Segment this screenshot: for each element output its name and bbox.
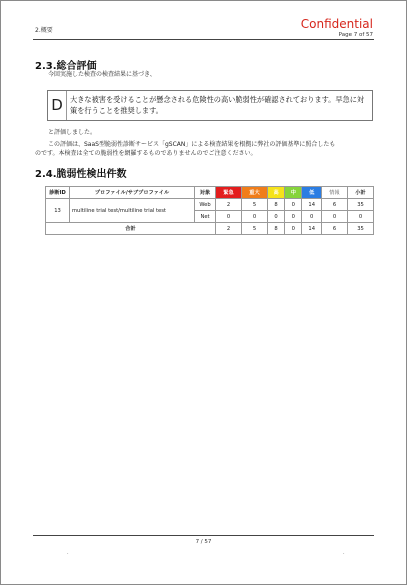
footer-mark-left: . [67,550,69,556]
table-header-row [46,187,374,199]
footer-rule [33,535,374,536]
cell-diagnosis-id: 13 [46,199,70,223]
header-rule [33,39,374,40]
cell-net-medium: 0 [285,211,302,223]
evaluation-after: と評価しました。 [48,129,97,136]
cell-web-subtotal: 35 [347,199,373,211]
cell-total-critical: 2 [216,223,242,235]
evaluation-note-line-1: この評価は、SaaS型脆弱性診断サービス「gSCAN」による検査結果を根拠に弊社の評価基準に照合したも [48,141,336,148]
table-row-web [46,199,374,211]
cell-web-critical: 2 [216,199,242,211]
cell-total-info: 6 [322,223,348,235]
header-severity-low: 低 [302,187,322,199]
cell-web-info: 6 [322,199,348,211]
cell-net-critical: 0 [216,211,242,223]
evaluation-note-line-2: のです。本検査は全ての脆弱性を網羅するものでありませんのでご注意ください。 [35,150,257,157]
header-severity-high: 高 [267,187,284,199]
cell-total-label: 合計 [46,223,216,235]
confidential-label: Confidential [300,17,373,31]
header-subtotal: 小計 [347,187,373,199]
cell-total-high: 8 [267,223,284,235]
cell-net-low: 0 [302,211,322,223]
header-target: 対象 [195,187,216,199]
cell-web-high: 8 [267,199,284,211]
header-severity-info: 情報 [322,187,348,199]
section-title-vulnerability-count: 2.4.脆弱性検出件数 [35,169,127,180]
cell-net-serious: 0 [241,211,267,223]
cell-profile: multiline trial test/multiline trial test [70,199,195,223]
footer-page-number: 7 / 57 [195,539,212,545]
header-section-title: 2.概要 [35,27,53,34]
evaluation-intro: 今回実施した検査の検査結果に基づき、 [48,71,156,78]
cell-net-subtotal: 0 [347,211,373,223]
grade-letter: D [48,91,67,120]
cell-net-high: 0 [267,211,284,223]
cell-web-medium: 0 [285,199,302,211]
cell-total-subtotal: 35 [347,223,373,235]
table-row-total [46,223,374,235]
cell-target-net: Net [195,211,216,223]
header-severity-medium: 中 [285,187,302,199]
header-id: 診断ID [46,187,70,199]
section-title-overall-evaluation: 2.3.総合評価 [35,61,97,72]
cell-net-info: 0 [322,211,348,223]
cell-total-serious: 5 [241,223,267,235]
footer-mark-right: . [343,550,345,556]
cell-total-medium: 0 [285,223,302,235]
cell-web-low: 14 [302,199,322,211]
cell-total-low: 14 [302,223,322,235]
header-severity-serious: 重大 [241,187,267,199]
cell-target-web: Web [195,199,216,211]
header-profile: プロファイル/サブプロファイル [70,187,195,199]
header-severity-critical: 緊急 [216,187,242,199]
verdict-box [47,90,373,121]
vulnerability-count-table [45,186,374,235]
cell-web-serious: 5 [241,199,267,211]
verdict-text: 大きな被害を受けることが懸念される危険性の高い脆弱性が確認されております。早急に対策を行うことを推奨します。 [70,95,365,115]
header-page-number: Page 7 of 57 [338,32,373,38]
